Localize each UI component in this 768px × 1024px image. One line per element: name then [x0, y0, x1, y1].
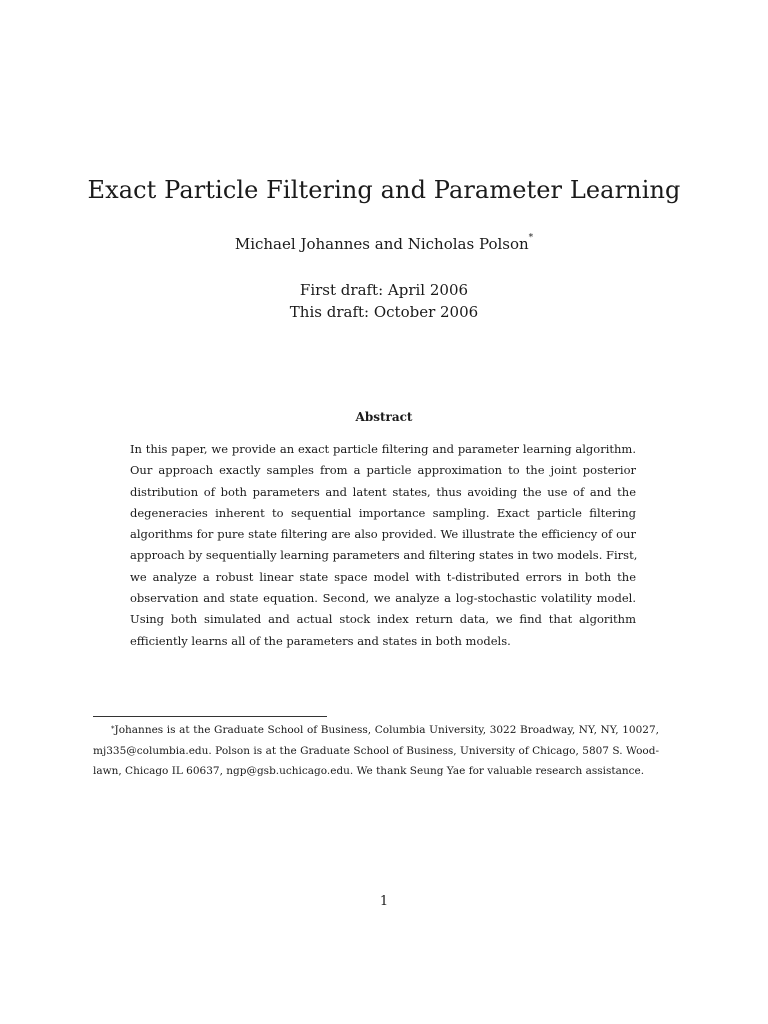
abstract-line: degeneracies inherent to sequential importance sampling. Exact particle filtering [130, 505, 636, 520]
author-names: Michael Johannes and Nicholas Polson [234, 235, 529, 253]
author-footnote [93, 720, 659, 782]
author-footnote-mark: * [528, 233, 534, 243]
footnote-line [93, 720, 659, 741]
abstract-heading: Abstract [355, 410, 413, 424]
abstract-line: algorithms for pure state filtering are also provided. We illustrate the efficiency of our [130, 527, 636, 542]
footnote-mark: * [111, 725, 115, 733]
footnote-text: Johannes is at the Graduate School of Business, Columbia University, 3022 Broadway, NY, NY, 10027, [114, 724, 659, 736]
abstract-line: Our approach exactly samples from a particle approximation to the joint posterior [130, 463, 636, 478]
footnote-line: mj335@columbia.edu. Polson is at the Graduate School of Business, University of Chicago, 5807 S. Wood- [93, 744, 659, 757]
abstract-body [130, 439, 636, 652]
abstract-line: In this paper, we provide an exact particle filtering and parameter learning algorithm. [130, 442, 636, 456]
paper-title: Exact Particle Filtering and Parameter Learning [87, 176, 681, 204]
page-number: 1 [379, 894, 389, 909]
this-draft-date: This draft: October 2006 [289, 303, 479, 321]
author-line [0, 235, 768, 253]
abstract-line: efficiently learns all of the parameters and states in both models. [130, 633, 511, 648]
footnote-rule [93, 716, 327, 717]
abstract-line: observation and state equation. Second, we analyze a log-stochastic volatility model. [130, 591, 636, 606]
abstract-line: approach by sequentially learning parameters and filtering states in two models. First, [130, 548, 638, 563]
first-draft-date: First draft: April 2006 [299, 281, 469, 299]
abstract-line: distribution of both parameters and latent states, thus avoiding the use of and the [130, 484, 636, 499]
abstract-line: Using both simulated and actual stock index return data, we find that algorithm [130, 612, 636, 627]
abstract-line: we analyze a robust linear state space model with t-distributed errors in both the [130, 569, 636, 584]
footnote-line: lawn, Chicago IL 60637, ngp@gsb.uchicago.edu. We thank Seung Yae for valuable research assistance. [93, 765, 645, 777]
draft-dates [0, 279, 768, 323]
